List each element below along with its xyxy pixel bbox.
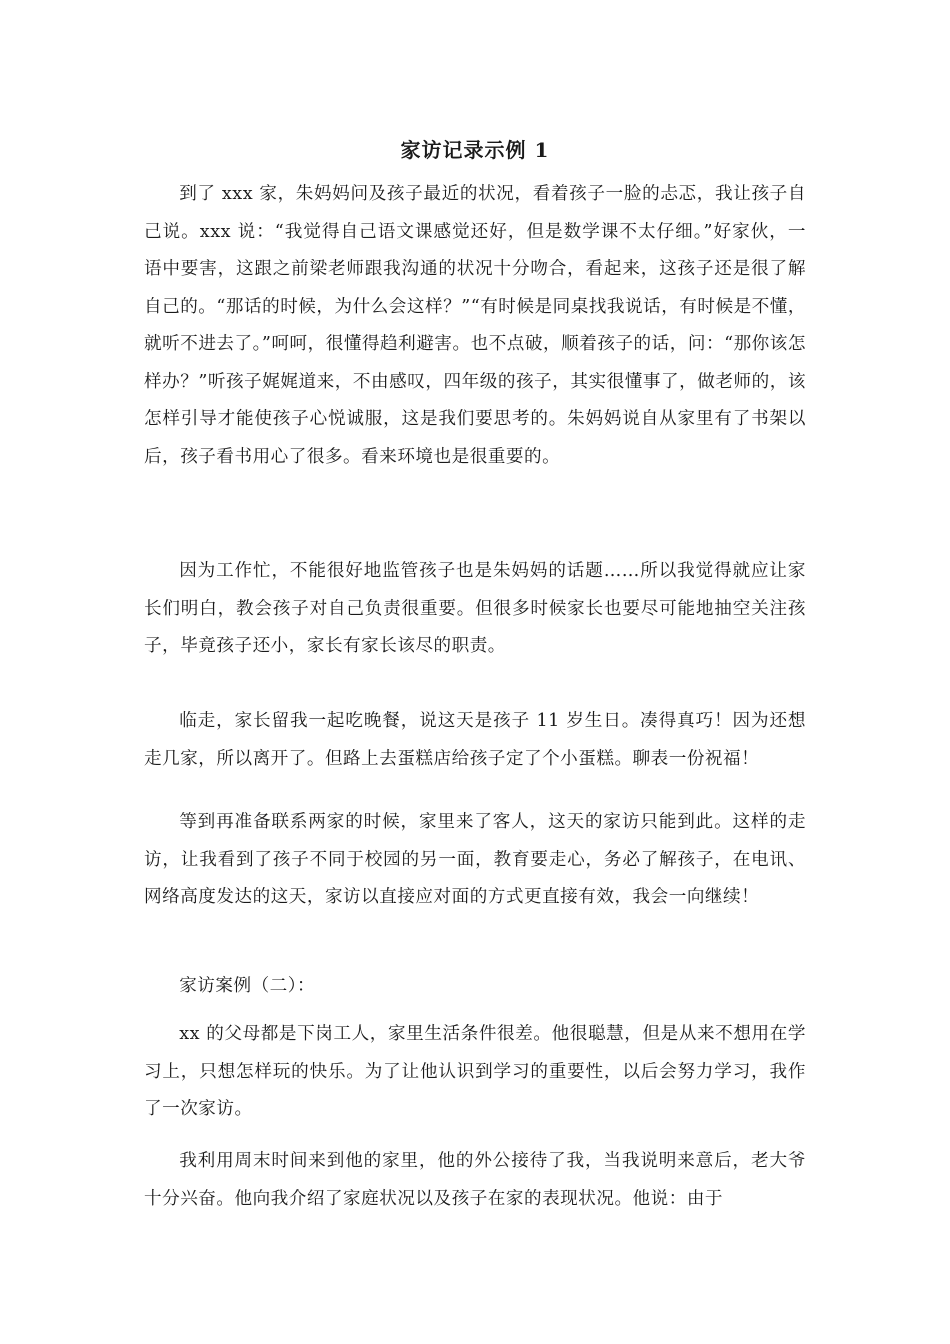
paragraph: 临走，家长留我一起吃晚餐，说这天是孩子 11 岁生日。凑得真巧！因为还想走几家，所以离开了。但路上去蛋糕店给孩子定了个小蛋糕。聊表一份祝福！: [144, 711, 806, 769]
section-heading: 家访案例（二）：: [179, 976, 316, 996]
paragraph: 我利用周末时间来到他的家里，他的外公接待了我，当我说明来意后，老大爷十分兴奋。他向我介绍了家庭状况以及孩子在家的表现状况。他说：由于: [144, 1151, 806, 1209]
document-title: 家访记录示例 1: [400, 138, 550, 162]
paragraph: 因为工作忙，不能很好地监管孩子也是朱妈妈的话题……所以我觉得就应让家长们明白，教会孩子对自己负责很重要。但很多时候家长也要尽可能地抽空关注孩子，毕竟孩子还小，家长有家长该尽的职责。: [144, 561, 806, 656]
paragraph: 到了 xxx 家，朱妈妈问及孩子最近的状况，看着孩子一脸的忐忑，我让孩子自己说。xxx 说：“我觉得自己语文课感觉还好，但是数学课不太仔细。”好家伙，一语中要害，这跟之前梁老师跟我沟通的状况十分吻合，看起来，这孩子还是很了解自己的。“那话的时候，为什么会这样？”“有时候是同桌找我说话，有时候是不懂，就听不进去了。”呵呵，很懂得趋利避害。也不点破，顺着孩子的话，问：“那你该怎样办？”听孩子娓娓道来，不由感叹，四年级的孩子，其实很懂事了，做老师的，该怎样引导才能使孩子心悦诚服，这是我们要思考的。朱妈妈说自从家里有了书架以后，孩子看书用心了很多。看来环境也是很重要的。: [144, 184, 806, 467]
paragraph: 等到再准备联系两家的时候，家里来了客人，这天的家访只能到此。这样的走访，让我看到了孩子不同于校园的另一面，教育要走心，务必了解孩子，在电讯、网络高度发达的这天，家访以直接应对面的方式更直接有效，我会一向继续！: [144, 812, 806, 907]
paragraph: xx 的父母都是下岗工人，家里生活条件很差。他很聪慧，但是从来不想用在学习上，只想怎样玩的快乐。为了让他认识到学习的重要性，以后会努力学习，我作了一次家访。: [144, 1024, 806, 1119]
